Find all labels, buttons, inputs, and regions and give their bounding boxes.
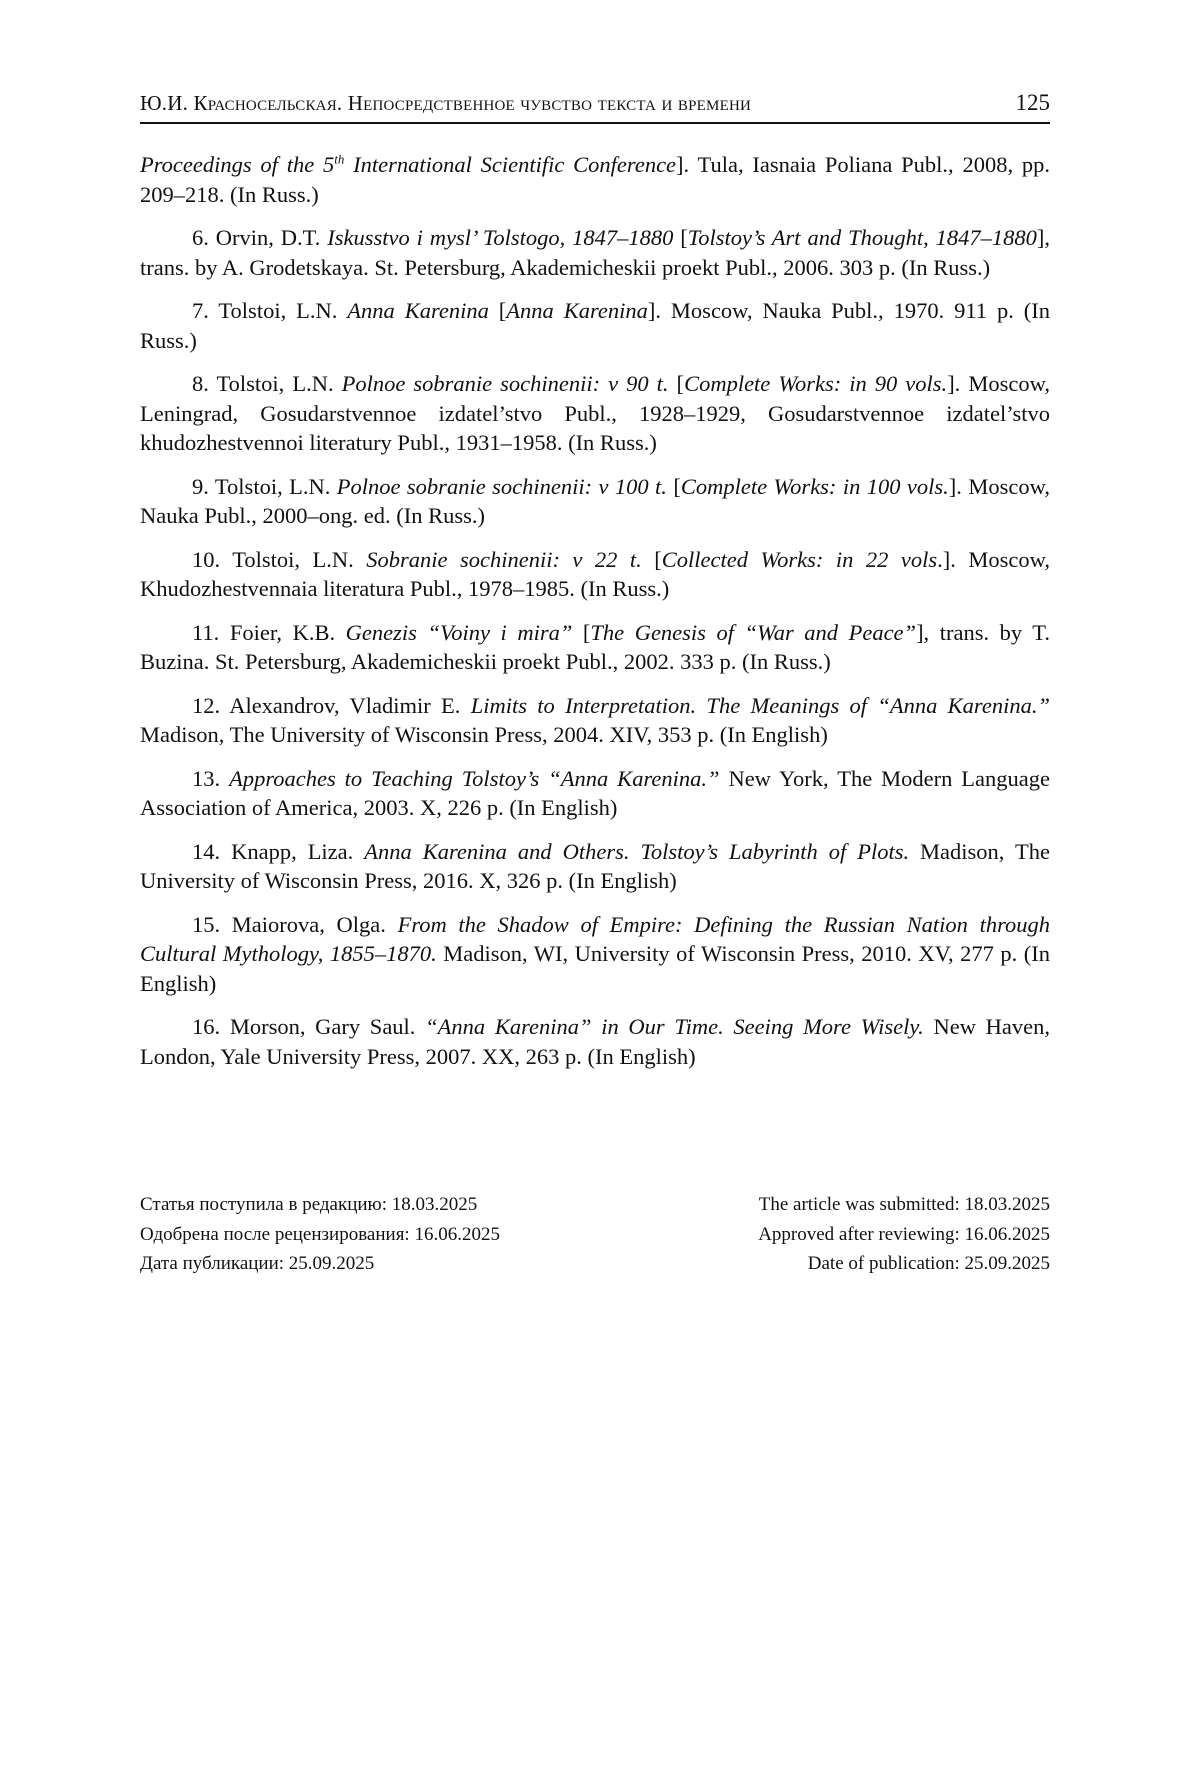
reference-title: Genezis “Voiny i mira”: [345, 619, 573, 645]
reference-text: 13.: [192, 765, 230, 791]
article-dates: [140, 1190, 1050, 1279]
reference-text: [: [641, 546, 662, 572]
reference-text: ], trans. by T. Buzina. St. Petersburg, Akademicheskii proekt Publ., 2002. 333 p. (In Russ.): [140, 619, 1050, 674]
reference-text: 7. Tolstoi, L.N.: [192, 298, 348, 323]
reference-title: International Scientific Conference: [344, 152, 677, 177]
reference-text: ], trans. by A. Grodetskaya. St. Petersburg, Akademicheskii proekt Publ., 2006. 303 p. (In Russ.): [140, 225, 1050, 280]
approved-date-en: Approved after reviewing: 16.06.2025: [758, 1223, 1050, 1245]
reference-text: New York, The Modern Language Association of America, 2003. X, 226 p. (In English): [140, 765, 1051, 820]
reference-text: 16. Morson, Gary Saul.: [192, 1014, 426, 1039]
reference-text: [: [488, 298, 507, 323]
running-head: Ю.И. Красносельская. Непосредственное чувство текста и времени: [140, 91, 752, 115]
reference-item: [140, 1012, 1050, 1071]
reference-title: Anna Karenina: [347, 298, 489, 323]
reference-text: ]. Tula, Iasnaia Poliana Publ., 2008, pp. 209–218. (In Russ.): [140, 152, 1050, 207]
reference-text: ]. Moscow, Nauka Publ., 2000–ong. ed. (In Russ.): [140, 473, 1050, 528]
reference-text: 10. Tolstoi, L.N.: [192, 546, 367, 572]
reference-text: .]. Moscow, Khudozhestvennaia literatura Publ., 1978–1985. (In Russ.): [140, 546, 1050, 601]
reference-title: Anna Karenina: [506, 298, 648, 323]
reference-title: Iskusstvo i mysl’ Tolstogo, 1847–1880: [327, 225, 674, 250]
reference-title: Polnoe sobranie sochinenii: v 100 t.: [336, 473, 667, 499]
reference-text: [: [668, 371, 685, 396]
reference-text: ]. Moscow, Nauka Publ., 1970. 911 p. (In Russ.): [140, 298, 1050, 353]
reference-title: Sobranie sochinenii: v 22 t.: [366, 546, 642, 572]
reference-text: 8. Tolstoi, L.N.: [192, 371, 342, 396]
reference-item: [140, 369, 1050, 458]
reference-text: Madison, The University of Wisconsin Press, 2004. XIV, 353 p. (In English): [140, 722, 828, 747]
reference-title: Limits to Interpretation. The Meanings of “Anna Karenina.”: [470, 692, 1050, 718]
page-number: 125: [1015, 90, 1050, 115]
reference-text: ]. Moscow, Leningrad, Gosudarstvennoe izdatel’stvo Publ., 1928–1929, Gosudarstvennoe izdatel’stvo khudozhestvennoi literatury Publ., 1931–1958. (In Russ.): [140, 371, 1050, 455]
reference-text: Madison, WI, University of Wisconsin Press, 2010. XV, 277 p. (In English): [140, 941, 1050, 996]
reference-title: Complete Works: in 90 vols.: [684, 371, 948, 396]
reference-item: [140, 910, 1050, 999]
submitted-date-en: The article was submitted: 18.03.2025: [758, 1194, 1050, 1215]
reference-text: 15. Maiorova, Olga.: [192, 911, 398, 937]
publication-date-en: Date of publication: 25.09.2025: [807, 1253, 1050, 1274]
reference-text: 14. Knapp, Liza.: [192, 838, 365, 864]
reference-title: Approaches to Teaching Tolstoy’s “Anna Karenina.”: [229, 765, 720, 791]
publication-date-ru: Дата публикации: 25.09.2025: [140, 1253, 375, 1274]
reference-text: 9. Tolstoi, L.N.: [192, 473, 337, 499]
reference-item: [140, 837, 1050, 896]
reference-item: [140, 545, 1050, 604]
reference-item: [140, 618, 1050, 677]
reference-continuation: [140, 150, 1050, 209]
reference-item: [140, 296, 1050, 355]
reference-title: “Anna Karenina” in Our Time. Seeing More Wisely.: [425, 1014, 924, 1039]
reference-list: [140, 150, 1050, 1085]
reference-item: [140, 764, 1050, 823]
reference-text: New Haven, London, Yale University Press, 2007. XX, 263 p. (In English): [140, 1014, 1050, 1069]
dates-english: [758, 1190, 1050, 1279]
reference-title: Complete Works: in 100 vols.: [680, 473, 949, 499]
reference-text: 12. Alexandrov, Vladimir E.: [192, 692, 471, 718]
dates-russian: [140, 1190, 500, 1279]
reference-text: [: [666, 473, 681, 499]
submitted-date-ru: Статья поступила в редакцию: 18.03.2025: [140, 1194, 478, 1215]
reference-title: Polnoe sobranie sochinenii: v 90 t.: [341, 371, 669, 396]
reference-title: Collected Works: in 22 vols: [661, 546, 938, 572]
reference-item: [140, 472, 1050, 531]
reference-title: Anna Karenina and Others. Tolstoy’s Labyrinth of Plots.: [364, 838, 910, 864]
reference-item: [140, 223, 1050, 282]
reference-title: The Genesis of “War and Peace”: [590, 619, 917, 645]
reference-title: From the Shadow of Empire: Defining the Russian Nation through Cultural Mythology, 1855–1870.: [140, 911, 1050, 966]
reference-item: [140, 691, 1050, 750]
reference-text: 6. Orvin, D.T.: [192, 225, 328, 250]
page-header: [140, 90, 1050, 124]
reference-text: Madison, The University of Wisconsin Press, 2016. X, 326 p. (In English): [140, 838, 1050, 893]
reference-text: 11. Foier, K.B.: [192, 619, 346, 645]
reference-title: Proceedings of the 5: [140, 152, 335, 177]
reference-text: [: [673, 225, 688, 250]
reference-title: th: [334, 151, 345, 167]
approved-date-ru: Одобрена после рецензирования: 16.06.2025: [140, 1223, 500, 1245]
reference-text: [: [572, 619, 591, 645]
reference-title: Tolstoy’s Art and Thought, 1847–1880: [687, 225, 1037, 250]
